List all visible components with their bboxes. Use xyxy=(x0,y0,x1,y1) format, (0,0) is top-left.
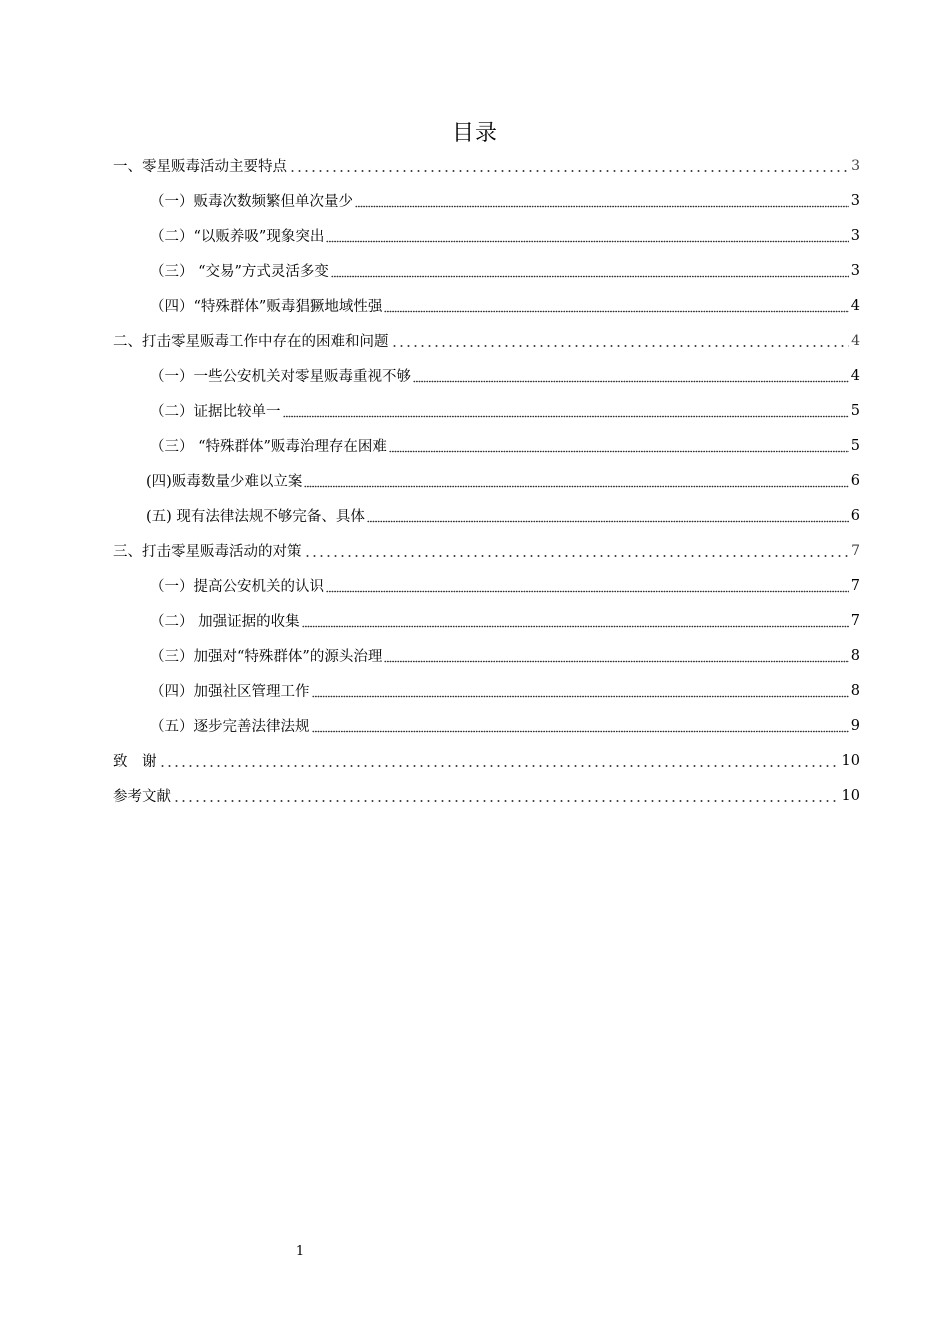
toc-dot-leader xyxy=(355,205,849,208)
toc-entry-page: 3 xyxy=(850,227,860,244)
toc-dot-leader xyxy=(283,415,849,418)
toc-entry-label: （二） 加强证据的收集 xyxy=(150,614,300,630)
toc-entry-label: （四）加强社区管理工作 xyxy=(150,684,310,700)
toc-dot-leader xyxy=(391,344,850,348)
toc-entry[interactable] xyxy=(113,638,860,673)
table-of-contents xyxy=(113,148,860,813)
toc-entry-label: 二、打击零星贩毒工作中存在的困难和问题 xyxy=(113,334,389,350)
toc-dot-leader xyxy=(302,625,849,628)
toc-entry-page: 5 xyxy=(850,437,860,454)
toc-entry[interactable] xyxy=(113,183,860,218)
toc-entry-page: 10 xyxy=(841,787,860,804)
toc-entry[interactable] xyxy=(113,358,860,393)
toc-dot-leader xyxy=(384,660,848,663)
toc-entry-page: 3 xyxy=(850,192,860,209)
toc-entry-label: （三） “特殊群体”贩毒治理存在困难 xyxy=(150,439,387,455)
toc-entry[interactable] xyxy=(113,708,860,743)
toc-entry-label: (五) 现有法律法规不够完备、具体 xyxy=(146,509,365,525)
toc-entry[interactable] xyxy=(113,568,860,603)
toc-title: 目录 xyxy=(451,121,498,146)
toc-entry-page: 7 xyxy=(850,577,860,594)
toc-entry-label: （三） “交易”方式灵活多变 xyxy=(150,264,329,280)
toc-entry-page: 4 xyxy=(850,367,860,384)
toc-entry-page: 9 xyxy=(850,717,860,734)
toc-entry-page: 7 xyxy=(850,612,860,629)
toc-dot-leader xyxy=(159,764,840,768)
toc-dot-leader xyxy=(304,485,848,488)
toc-dot-leader xyxy=(312,695,849,698)
toc-entry-label: （二）“以贩养吸”现象突出 xyxy=(150,229,325,245)
toc-entry[interactable] xyxy=(113,428,860,463)
toc-entry[interactable] xyxy=(113,393,860,428)
toc-dot-leader xyxy=(331,275,849,278)
toc-dot-leader xyxy=(304,554,850,558)
toc-entry-page: 8 xyxy=(850,647,860,664)
toc-entry-page: 5 xyxy=(850,402,860,419)
toc-entry-page: 10 xyxy=(841,752,860,769)
toc-entry-label: （四）“特殊群体”贩毒猖獗地域性强 xyxy=(150,299,383,315)
toc-entry-page: 6 xyxy=(850,507,860,524)
toc-dot-leader xyxy=(312,730,849,733)
toc-entry[interactable] xyxy=(113,498,860,533)
toc-entry[interactable] xyxy=(113,778,860,813)
toc-entry-label: （三）加强对“特殊群体”的源头治理 xyxy=(150,649,383,665)
toc-entry-label: （一）提高公安机关的认识 xyxy=(150,579,324,595)
toc-entry-page: 8 xyxy=(850,682,860,699)
toc-entry[interactable] xyxy=(113,673,860,708)
toc-entry[interactable] xyxy=(113,323,860,358)
toc-entry-page: 3 xyxy=(851,157,860,174)
page-number: 1 xyxy=(295,1244,305,1259)
toc-dot-leader xyxy=(367,520,849,523)
toc-dot-leader xyxy=(326,590,849,593)
toc-entry[interactable] xyxy=(113,288,860,323)
toc-entry-label: 一、零星贩毒活动主要特点 xyxy=(113,159,287,175)
toc-entry-label: 参考文献 xyxy=(113,789,171,805)
toc-entry-label: （五）逐步完善法律法规 xyxy=(150,719,310,735)
toc-entry-label: （一）一些公安机关对零星贩毒重视不够 xyxy=(150,369,411,385)
toc-entry[interactable] xyxy=(113,533,860,568)
toc-dot-leader xyxy=(326,240,848,243)
toc-entry-label: (四)贩毒数量少难以立案 xyxy=(146,474,303,490)
toc-entry-page: 3 xyxy=(850,262,860,279)
toc-dot-leader xyxy=(289,169,849,173)
toc-entry-page: 4 xyxy=(851,332,860,349)
toc-entry[interactable] xyxy=(113,463,860,498)
toc-entry-page: 7 xyxy=(851,542,860,559)
toc-entry[interactable] xyxy=(113,603,860,638)
toc-dot-leader xyxy=(384,310,848,313)
toc-dot-leader xyxy=(173,799,840,803)
toc-entry[interactable] xyxy=(113,218,860,253)
toc-entry[interactable] xyxy=(113,743,860,778)
toc-entry-label: 三、打击零星贩毒活动的对策 xyxy=(113,544,302,560)
toc-entry-page: 4 xyxy=(850,297,860,314)
toc-entry-label: （一）贩毒次数频繁但单次量少 xyxy=(150,194,353,210)
toc-entry-label: 致 谢 xyxy=(113,754,157,770)
toc-entry-label: （二）证据比较单一 xyxy=(150,404,281,420)
toc-entry[interactable] xyxy=(113,253,860,288)
toc-dot-leader xyxy=(413,380,849,383)
toc-entry[interactable] xyxy=(113,148,860,183)
toc-entry-page: 6 xyxy=(850,472,860,489)
toc-dot-leader xyxy=(389,450,849,453)
